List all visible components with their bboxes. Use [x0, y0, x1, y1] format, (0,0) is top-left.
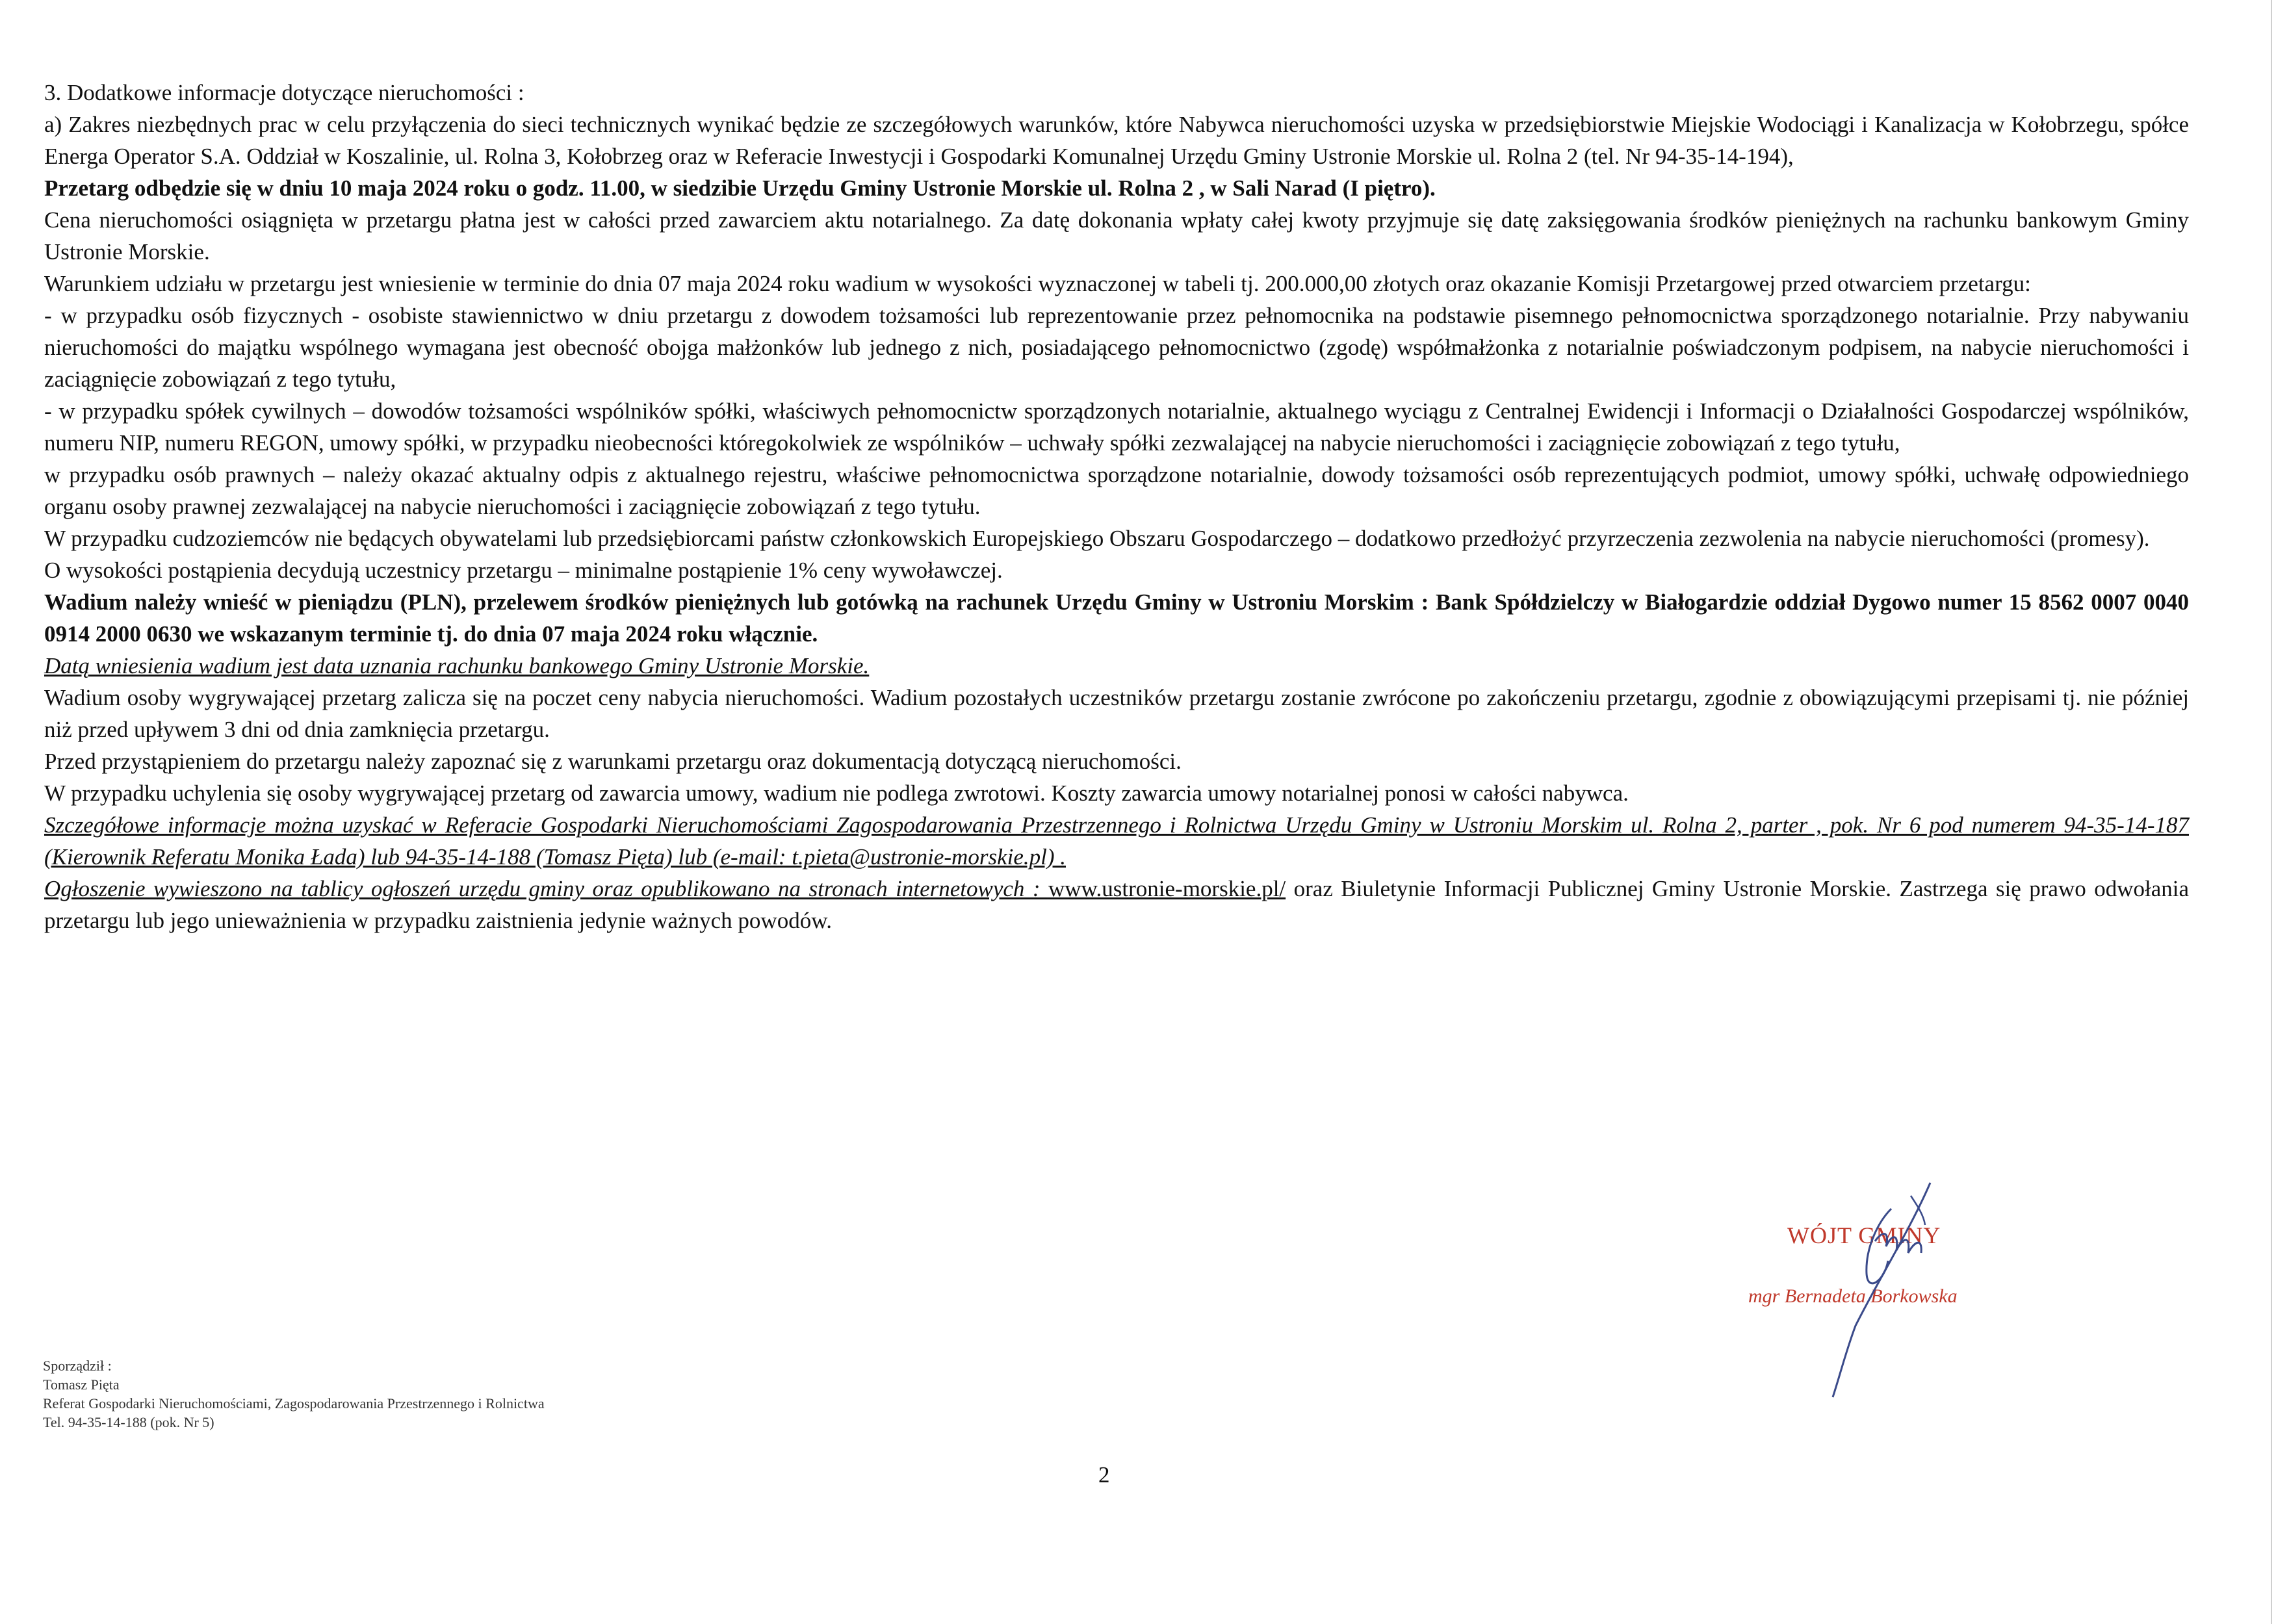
paragraph-legal-persons: w przypadku osób prawnych – należy okazać aktualny odpis z aktualnego rejestru, właściwe pełnomocnictwa sporządzone notarialnie, dowody tożsamości osób reprezentujących podmiot, umowy spółki, uchwałę odpowiedniego organu osoby prawnej zezwalającej na nabycie nieruchomości i zaciągnięcie zobowiązań z tego tytułu. — [44, 462, 2189, 519]
prepared-by-name: Tomasz Pięta — [43, 1376, 120, 1393]
official-stamp — [1716, 1170, 2080, 1417]
paragraph-deposit-payment: Wadium należy wnieść w pieniądzu (PLN), przelewem środków pieniężnych lub gotówką na rachunek Urzędu Gminy w Ustroniu Morskim : Bank Spółdzielczy w Białogardzie oddział Dygowo numer 15 8562 0007 0040 0914 2000 0630 we wskazanym terminie tj. do dnia 07 maja 2024 roku włącznie. — [44, 589, 2189, 647]
paragraph-foreigners: W przypadku cudzoziemców nie będących obywatelami lub przedsiębiorcami państw członkowskich Europejskiego Obszaru Gospodarczego – dodatkowo przedłożyć przyrzeczenia zezwolenia na nabycie nieruchomości (promesy). — [44, 526, 2150, 551]
paragraph-publication — [44, 873, 2189, 936]
announcement-body — [44, 77, 2189, 936]
paragraph-bid-increment: O wysokości postąpienia decydują uczestnicy przetargu – minimalne postąpienie 1% ceny wywoławczej. — [44, 558, 1003, 583]
paragraph-natural-persons: - w przypadku osób fizycznych - osobiste stawiennictwo w dniu przetargu z dowodem tożsamości lub reprezentowanie przez pełnomocnika na podstawie pisemnego pełnomocnictwa sporządzonego notarialnie. Przy nabywaniu nieruchomości do majątku wspólnego wymagana jest obecność obojga małżonków lub jednego z nich, posiadającego pełnomocnictwo (zgodę) współmałżonka z notarialnie poświadczonym podpisem, na nabycie nieruchomości i zaciągnięcie zobowiązań z tego tytułu, — [44, 303, 2189, 392]
paragraph-participation-conditions: Warunkiem udziału w przetargu jest wniesienie w terminie do dnia 07 maja 2024 roku wadium w wysokości wyznaczonej w tabeli tj. 200.000,00 złotych oraz okazanie Komisji Przetargowej przed otwarciem przetargu: — [44, 271, 2031, 296]
paragraph-civil-partnerships: - w przypadku spółek cywilnych – dowodów tożsamości wspólników spółki, właściwych pełnomocnictw sporządzonych notarialnie, aktualnego wyciągu z Centralnej Ewidencji i Informacji o Działalności Gospodarczej wspólników, numeru NIP, numeru REGON, umowy spółki, w przypadku nieobecności któregokolwiek ze wspólników – uchwały spółki zezwalającej na nabycie nieruchomości i zaciągnięcie zobowiązań z tego tytułu, — [44, 398, 2189, 456]
publication-tail: oraz Biuletynie Informacji Publicznej Gminy Ustronie Morskie. Zastrzega się prawo odwołania przetargu lub jego unieważnienia w przypadku zaistnienia jedynie ważnych powodów. — [44, 876, 2189, 933]
paragraph-deposit-date: Datą wniesienia wadium jest data uznania rachunku bankowego Gminy Ustronie Morskie. — [44, 653, 870, 678]
stamp-title: WÓJT GMINY — [1787, 1222, 1941, 1248]
paragraph-deposit-return: Wadium osoby wygrywającej przetarg zalicza się na poczet ceny nabycia nieruchomości. Wadium pozostałych uczestników przetargu zostanie zwrócone po zakończeniu przetargu, zgodnie z obowiązującymi przepisami tj. nie później niż przed upływem 3 dni od dnia zamknięcia przetargu. — [44, 685, 2189, 742]
paragraph-contract-avoidance: W przypadku uchylenia się osoby wygrywającej przetarg od zawarcia umowy, wadium nie podlega zwrotowi. Koszty zawarcia umowy notarialnej ponosi w całości nabywca. — [44, 780, 1629, 806]
page-edge-line — [2271, 0, 2272, 1624]
paragraph-connection-scope: a) Zakres niezbędnych prac w celu przyłączenia do sieci technicznych wynikać będzie ze szczegółowych warunków, które Nabywca nieruchomości uzyska w przedsiębiorstwie Miejskie Wodociągi i Kanalizacja w Kołobrzegu, spółce Energa Operator S.A. Oddział w Koszalinie, ul. Rolna 3, Kołobrzeg oraz w Referacie Inwestycji i Gospodarki Komunalnej Urzędu Gminy Ustronie Morskie ul. Rolna 2 (tel. Nr 94-35-14-194), — [44, 112, 2189, 169]
section-heading: 3. Dodatkowe informacje dotyczące nieruchomości : — [44, 80, 524, 105]
page-number: 2 — [1098, 1462, 1110, 1488]
paragraph-auction-date: Przetarg odbędzie się w dniu 10 maja 2024 roku o godz. 11.00, w siedzibie Urzędu Gminy Ustronie Morskie ul. Rolna 2 , w Sali Narad (I piętro). — [44, 175, 1436, 201]
prepared-by-phone: Tel. 94-35-14-188 (pok. Nr 5) — [43, 1414, 214, 1430]
paragraph-documentation: Przed przystąpieniem do przetargu należy zapoznać się z warunkami przetargu oraz dokumentacją dotyczącą nieruchomości. — [44, 749, 1182, 774]
website-link[interactable]: www.ustronie-morskie.pl/ — [1048, 876, 1286, 901]
prepared-by-department: Referat Gospodarki Nieruchomościami, Zagospodarowania Przestrzennego i Rolnictwa — [43, 1395, 545, 1411]
prepared-by-label: Sporządził : — [43, 1358, 112, 1374]
stamp-name: mgr Bernadeta Borkowska — [1748, 1285, 1958, 1307]
paragraph-contact-info: Szczegółowe informacje można uzyskać w Referacie Gospodarki Nieruchomościami Zagospodarowania Przestrzennego i Rolnictwa Urzędu Gminy w Ustroniu Morskim ul. Rolna 2, parter , pok. Nr 6 pod numerem 94-35-14-187 (Kierownik Referatu Monika Łada) lub 94-35-14-188 (Tomasz Pięta) lub (e-mail: t.pieta@ustronie-morskie.pl) . — [44, 812, 2189, 870]
handwritten-signature — [1716, 1170, 2080, 1417]
prepared-by-note — [43, 1356, 953, 1432]
publication-text: Ogłoszenie wywieszono na tablicy ogłoszeń urzędu gminy oraz opublikowano na stronach internetowych : — [44, 876, 1048, 901]
paragraph-price-payment: Cena nieruchomości osiągnięta w przetargu płatna jest w całości przed zawarciem aktu notarialnego. Za datę dokonania wpłaty całej kwoty przyjmuje się datę zaksięgowania środków pieniężnych na rachunku bankowym Gminy Ustronie Morskie. — [44, 207, 2189, 264]
